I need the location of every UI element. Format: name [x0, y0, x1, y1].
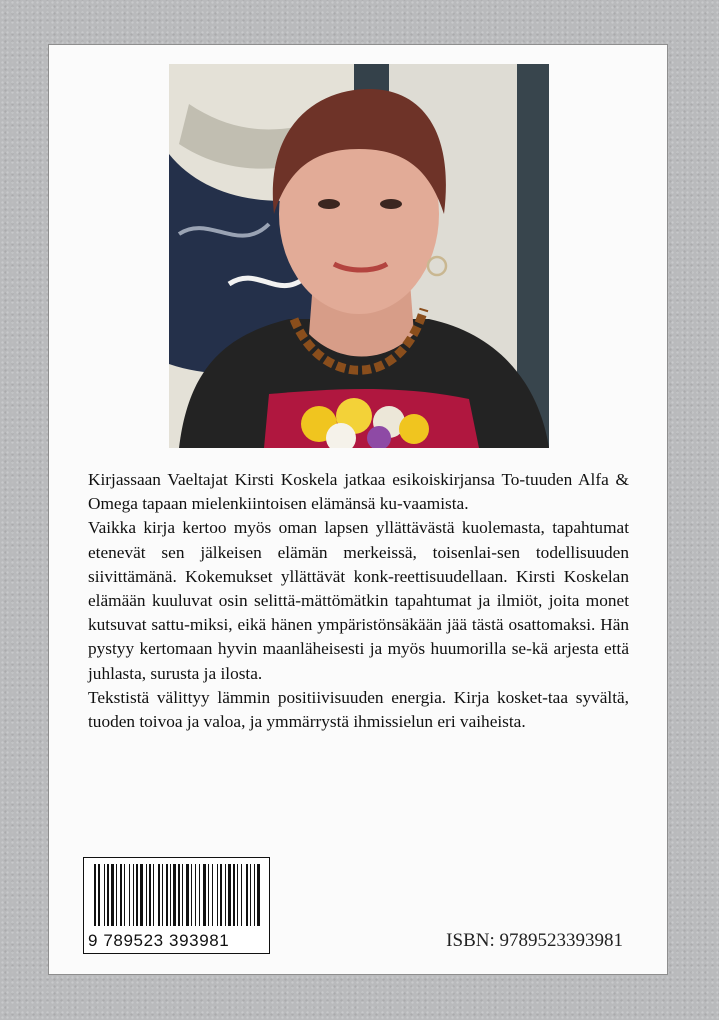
barcode-bars	[94, 864, 261, 926]
barcode-bar	[191, 864, 192, 926]
barcode-bar	[233, 864, 235, 926]
barcode-bar	[116, 864, 117, 926]
barcode-bar	[111, 864, 114, 926]
barcode-bar	[220, 864, 222, 926]
barcode-bar	[166, 864, 168, 926]
barcode-bar	[120, 864, 122, 926]
barcode-bar	[217, 864, 218, 926]
barcode-bar	[237, 864, 238, 926]
barcode-bar	[158, 864, 160, 926]
back-cover-page	[48, 44, 668, 975]
barcode-bar	[182, 864, 183, 926]
barcode-bar	[98, 864, 100, 926]
barcode-bar	[170, 864, 171, 926]
barcode-bar	[162, 864, 163, 926]
barcode-number: 9 789523 393981	[88, 931, 230, 950]
barcode-bar	[173, 864, 176, 926]
barcode-bar	[133, 864, 134, 926]
isbn-label: ISBN: 9789523393981	[446, 930, 623, 951]
barcode-bar	[246, 864, 248, 926]
barcode-bar	[250, 864, 251, 926]
author-portrait-image	[169, 64, 549, 448]
barcode-bar	[241, 864, 242, 926]
isbn-barcode	[83, 857, 270, 954]
barcode-bar	[178, 864, 180, 926]
barcode-bar	[254, 864, 255, 926]
barcode-bar	[104, 864, 105, 926]
barcode-bar	[124, 864, 125, 926]
barcode-bar	[208, 864, 209, 926]
barcode-bar	[257, 864, 260, 926]
blurb-paragraph-3: Tekstistä välittyy lämmin positiivisuuden energia. Kirja kosket-taa syvältä, tuoden toivoa ja valoa, ja ymmärrystä ihmissielun eri vaiheista.	[88, 687, 629, 732]
barcode-bar	[195, 864, 196, 926]
blurb-paragraph-2: Vaikka kirja kertoo myös oman lapsen yllättävästä kuolemasta, tapahtumat etenevät sen jälkeisen elämän merkeissä, toisenlai-sen todellisuuden siivittämänä. Kokemukset yllättävät konk-reettisuudellaan. Kirsti Koskelan elämään kuuluvat osin selittä-mättömätkin tapahtumat ja ilmiöt, joita monet kutsuvat sattu-miksi, eikä hänen ympäristönsäkään jää tästä osattomaksi. Hän pystyy kertomaan hyvin maanläheisesti ja myös huumorilla se-kä arjesta että juhlasta, surusta ja ilosta.	[88, 518, 629, 683]
barcode-bar	[107, 864, 109, 926]
barcode-bar	[146, 864, 147, 926]
barcode-bar	[94, 864, 96, 926]
barcode-bar	[228, 864, 231, 926]
author-photo	[169, 64, 549, 448]
barcode-bar	[153, 864, 154, 926]
barcode-bar	[140, 864, 143, 926]
barcode-bar	[225, 864, 226, 926]
barcode-bar	[149, 864, 151, 926]
barcode-bar	[203, 864, 206, 926]
barcode-bar	[129, 864, 130, 926]
barcode-bar	[212, 864, 213, 926]
book-description	[88, 468, 629, 734]
barcode-bar	[199, 864, 200, 926]
barcode-bar	[136, 864, 138, 926]
blurb-paragraph-1: Kirjassaan Vaeltajat Kirsti Koskela jatkaa esikoiskirjansa To-tuuden Alfa & Omega tapaan mielenkiintoisen elämänsä ku-vaamista.	[88, 470, 629, 514]
barcode-bar	[186, 864, 189, 926]
